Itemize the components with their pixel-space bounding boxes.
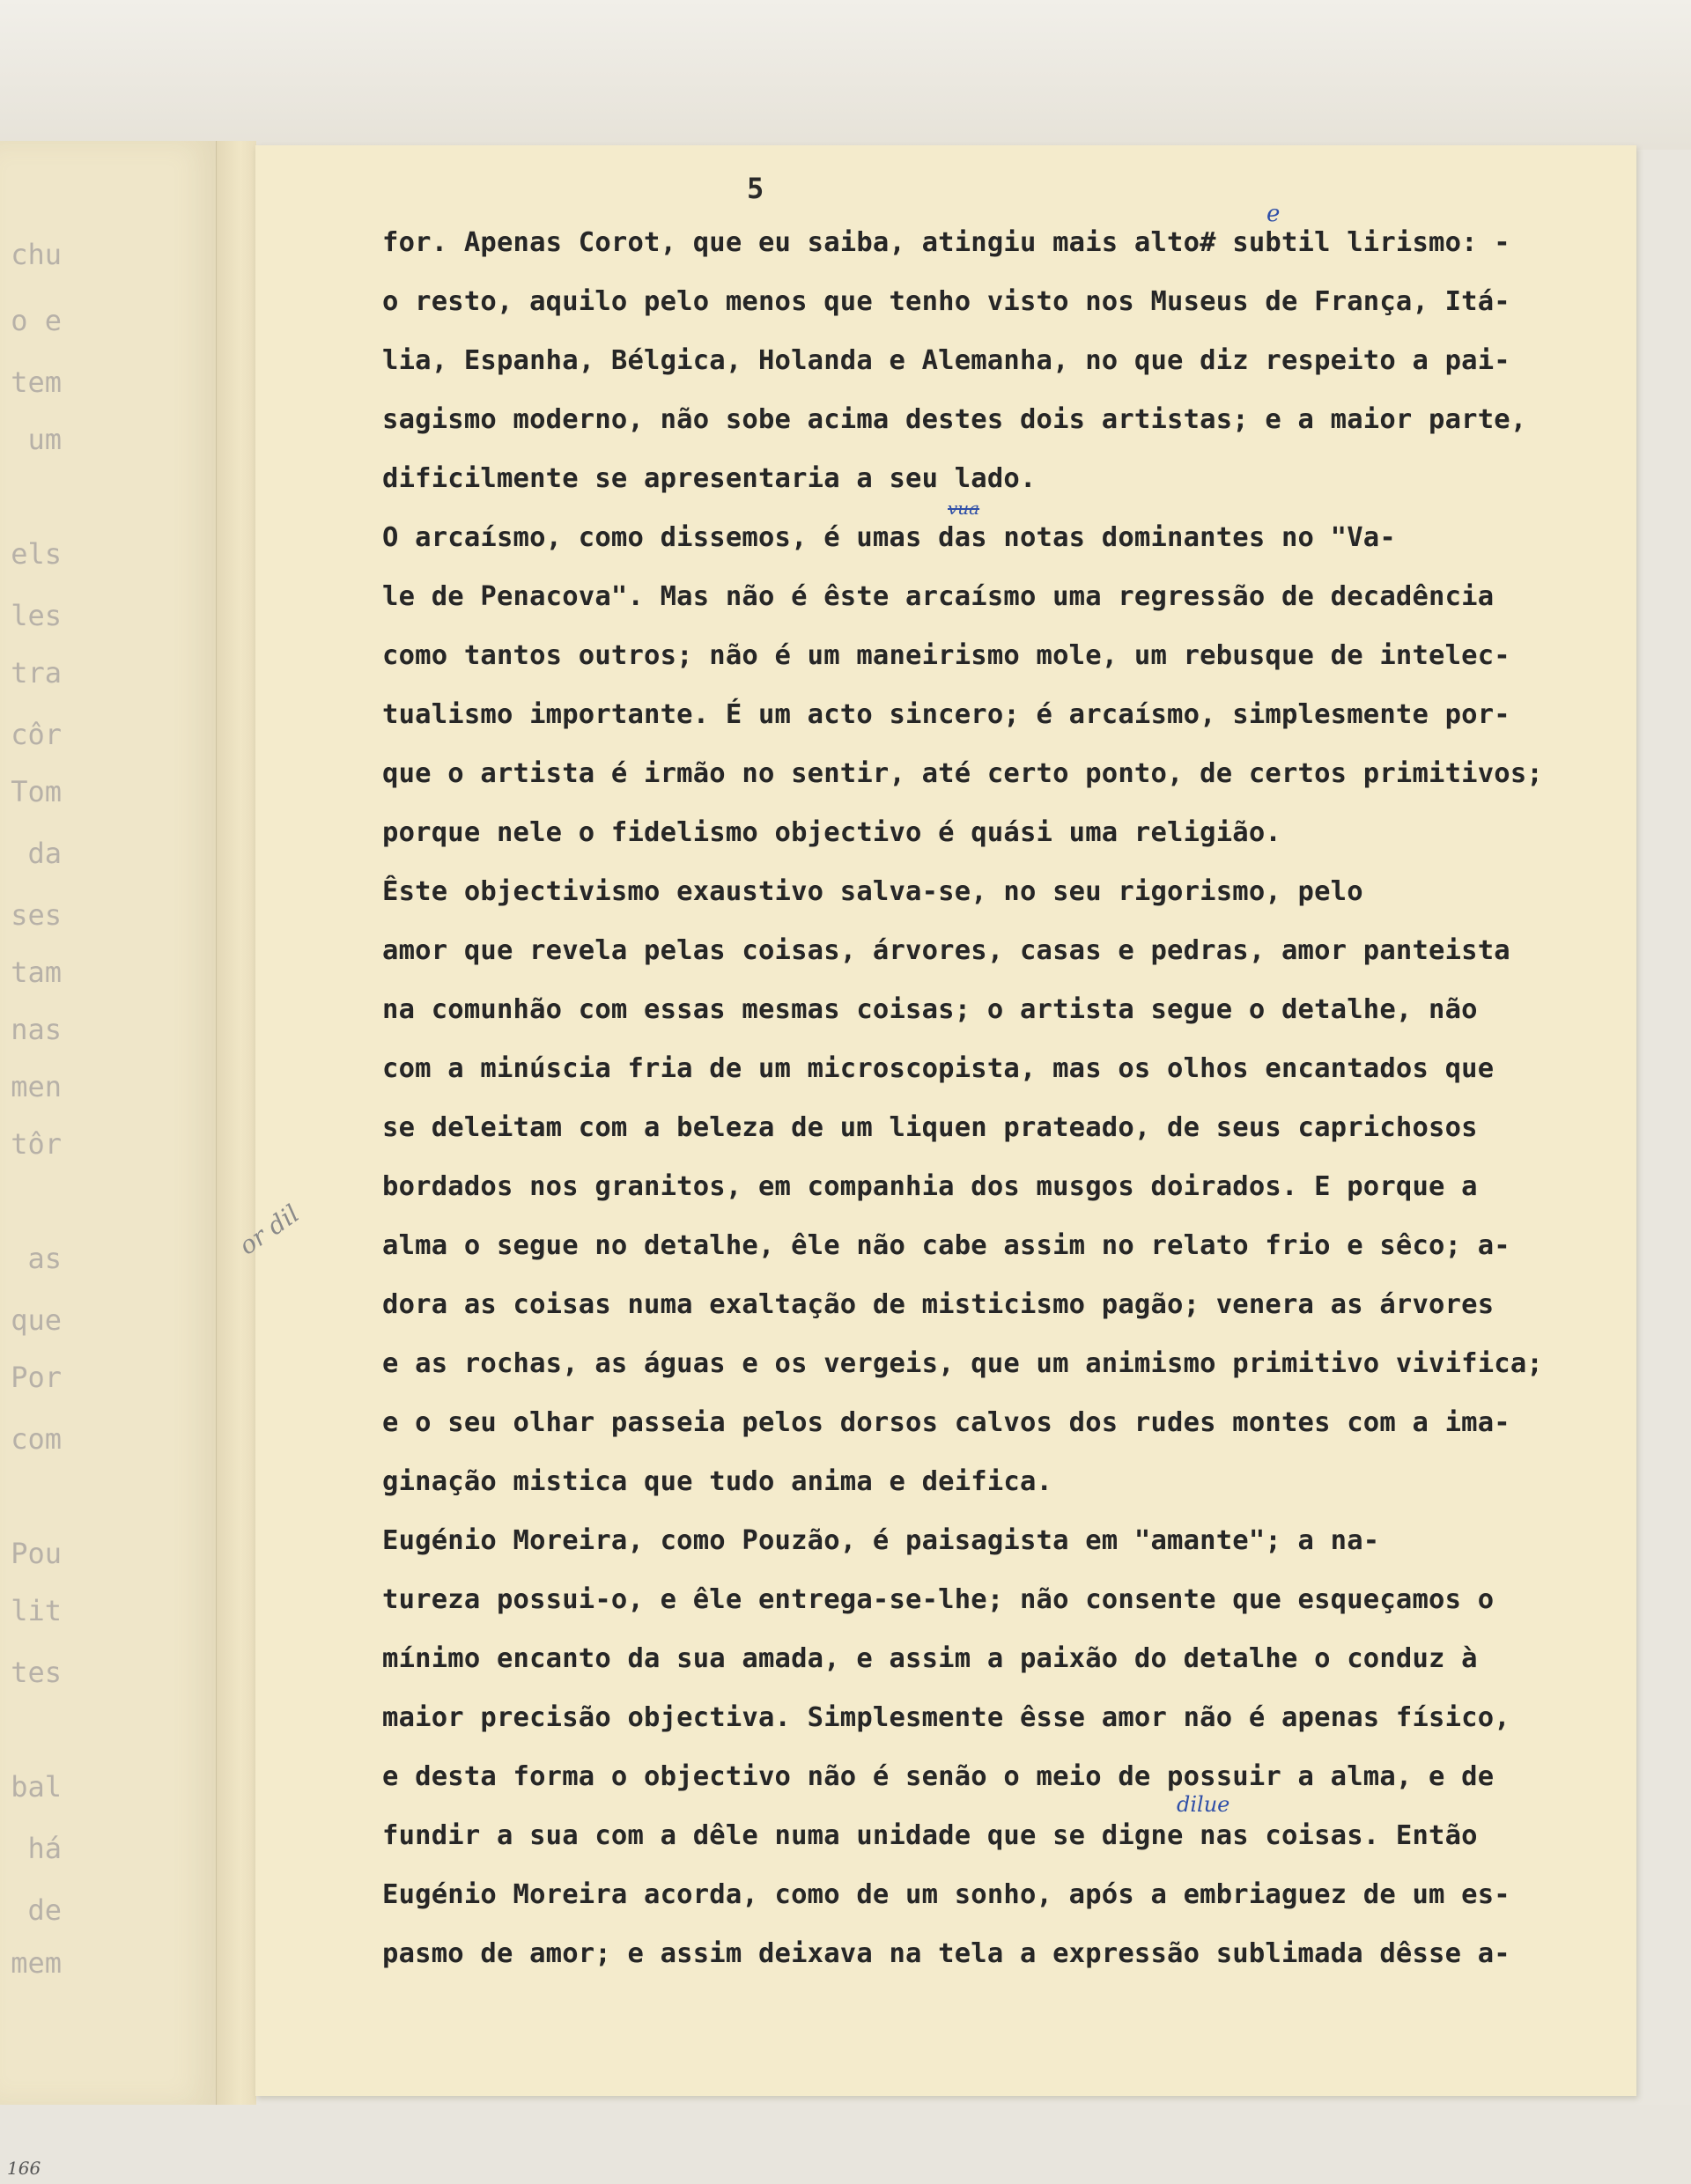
text-line: dificilmente se apresentaria a seu lado. bbox=[382, 463, 1037, 494]
page-number: 5 bbox=[747, 172, 764, 205]
show-through-fragment: de bbox=[27, 1893, 62, 1927]
text-line: que o artista é irmão no sentir, até certo ponto, de certos primitivos; bbox=[382, 758, 1543, 789]
show-through-fragment: tem bbox=[11, 365, 62, 399]
show-through-fragment: Por bbox=[11, 1361, 62, 1394]
text-line: Êste objectivismo exaustivo salva-se, no seu rigorismo, pelo bbox=[382, 876, 1363, 907]
show-through-fragment: as bbox=[27, 1242, 62, 1275]
text-line: ginação mistica que tudo anima e deifica. bbox=[382, 1466, 1053, 1497]
text-line: Eugénio Moreira, como Pouzão, é paisagista em "amante"; a na- bbox=[382, 1525, 1380, 1556]
text-line: porque nele o fidelismo objectivo é quási uma religião. bbox=[382, 817, 1281, 848]
show-through-fragment: tra bbox=[11, 656, 62, 690]
show-through-fragment: ses bbox=[11, 898, 62, 932]
text-line: mínimo encanto da sua amada, e assim a paixão do detalhe o conduz à bbox=[382, 1643, 1478, 1674]
text-line: tualismo importante. É um acto sincero; é arcaísmo, simplesmente por- bbox=[382, 699, 1510, 730]
handwritten-correction-e: e bbox=[1266, 201, 1281, 227]
text-line: se deleitam com a beleza de um liquen prateado, de seus caprichosos bbox=[382, 1112, 1478, 1143]
text-line: dora as coisas numa exaltação de misticismo pagão; venera as árvores bbox=[382, 1289, 1495, 1320]
background-top bbox=[0, 0, 1691, 150]
margin-pencil-note: or dil bbox=[233, 1199, 305, 1261]
show-through-fragment: da bbox=[27, 837, 62, 870]
text-line: na comunhão com essas mesmas coisas; o artista segue o detalhe, não bbox=[382, 994, 1478, 1025]
text-line: e as rochas, as águas e os vergeis, que um animismo primitivo vivifica; bbox=[382, 1348, 1543, 1379]
show-through-fragment: les bbox=[11, 599, 62, 632]
text-line: O arcaísmo, como dissemos, é umas das notas dominantes no "Va- bbox=[382, 522, 1396, 553]
show-through-fragment: com bbox=[11, 1422, 62, 1456]
text-line: le de Penacova". Mas não é êste arcaísmo uma regressão de decadência bbox=[382, 581, 1495, 612]
text-line: amor que revela pelas coisas, árvores, casas e pedras, amor panteista bbox=[382, 935, 1510, 966]
show-through-fragment: els bbox=[11, 537, 62, 571]
text-line: o resto, aquilo pelo menos que tenho visto nos Museus de França, Itá- bbox=[382, 286, 1510, 317]
left-underlying-sheet bbox=[0, 141, 218, 2105]
show-through-fragment: men bbox=[11, 1070, 62, 1103]
handwritten-mark-seu-lado: vua bbox=[948, 498, 980, 519]
text-line: fundir a sua com a dêle numa unidade que se digne nas coisas. Então bbox=[382, 1820, 1478, 1851]
page-fold bbox=[216, 141, 256, 2105]
text-line: maior precisão objectiva. Simplesmente êsse amor não é apenas físico, bbox=[382, 1702, 1510, 1733]
show-through-fragment: há bbox=[27, 1832, 62, 1865]
archive-number: 166 bbox=[7, 2158, 41, 2179]
text-line: tureza possui-o, e êle entrega-se-lhe; não consente que esqueçamos o bbox=[382, 1584, 1495, 1615]
text-line: bordados nos granitos, em companhia dos musgos doirados. E porque a bbox=[382, 1171, 1478, 1202]
text-line: e desta forma o objectivo não é senão o meio de possuir a alma, e de bbox=[382, 1761, 1495, 1792]
show-through-fragment: que bbox=[11, 1303, 62, 1337]
text-line: sagismo moderno, não sobe acima destes dois artistas; e a maior parte, bbox=[382, 404, 1527, 435]
show-through-fragment: Pou bbox=[11, 1537, 62, 1570]
text-line: for. Apenas Corot, que eu saiba, atingiu mais alto# subtil lirismo: - bbox=[382, 227, 1510, 258]
text-line: como tantos outros; não é um maneirismo mole, um rebusque de intelec- bbox=[382, 640, 1510, 671]
show-through-fragment: Tom bbox=[11, 775, 62, 808]
show-through-fragment: côr bbox=[11, 718, 62, 751]
show-through-fragment: o e bbox=[11, 304, 62, 337]
show-through-fragment: nas bbox=[11, 1013, 62, 1046]
show-through-fragment: um bbox=[27, 423, 62, 456]
show-through-fragment: bal bbox=[11, 1770, 62, 1804]
text-line: pasmo de amor; e assim deixava na tela a expressão sublimada dêsse a- bbox=[382, 1938, 1510, 1969]
text-line: e o seu olhar passeia pelos dorsos calvos dos rudes montes com a ima- bbox=[382, 1407, 1510, 1438]
text-line: Eugénio Moreira acorda, como de um sonho, após a embriaguez de um es- bbox=[382, 1879, 1510, 1910]
show-through-fragment: tôr bbox=[11, 1127, 62, 1161]
background-bottom bbox=[0, 2105, 1691, 2184]
handwritten-correction-dilue: dilue bbox=[1177, 1792, 1230, 1817]
text-line: alma o segue no detalhe, êle não cabe assim no relato frio e sêco; a- bbox=[382, 1230, 1510, 1261]
show-through-fragment: chu bbox=[11, 238, 62, 271]
text-line: lia, Espanha, Bélgica, Holanda e Alemanha, no que diz respeito a pai- bbox=[382, 345, 1510, 376]
text-line: com a minúscia fria de um microscopista, mas os olhos encantados que bbox=[382, 1053, 1495, 1084]
page-body bbox=[382, 227, 1650, 1997]
show-through-fragment: tam bbox=[11, 956, 62, 989]
show-through-fragment: lit bbox=[11, 1594, 62, 1627]
show-through-fragment: tes bbox=[11, 1656, 62, 1689]
show-through-fragment: mem bbox=[11, 1946, 62, 1980]
